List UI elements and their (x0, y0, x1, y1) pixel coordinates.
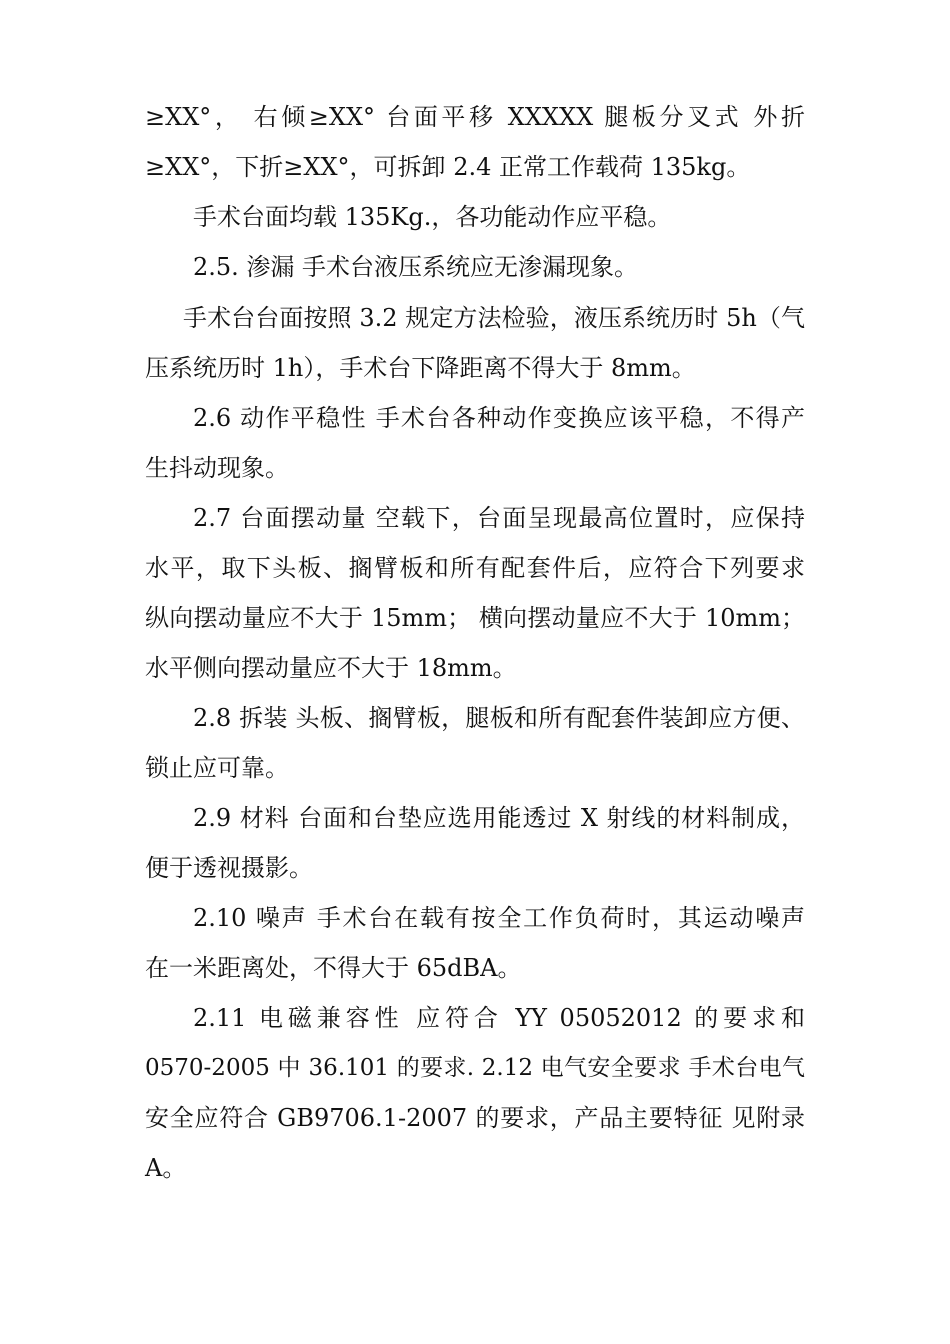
text-line: 2.11 电磁兼容性 应符合 YY 05052012 的要求和 (193, 1004, 805, 1032)
text-line: 2.6 动作平稳性 手术台各种动作变换应该平稳，不得产 (193, 404, 805, 432)
text-line: 水平，取下头板、搁臂板和所有配套件后，应符合下列要求 (145, 554, 805, 582)
text-line: 2.5. 渗漏 手术台液压系统应无渗漏现象。 (193, 253, 639, 281)
text-line: 手术台面均载 135Kg.，各功能动作应平稳。 (193, 203, 672, 231)
text-line: A。 (145, 1154, 187, 1182)
text-line: ≥XX°，下折≥XX°，可拆卸 2.4 正常工作载荷 135kg。 (145, 153, 751, 181)
text-line: 便于透视摄影。 (145, 854, 313, 882)
text-line: 2.7 台面摆动量 空载下，台面呈现最高位置时，应保持 (193, 504, 805, 532)
text-line: 生抖动现象。 (145, 454, 289, 482)
text-line: 2.10 噪声 手术台在载有按全工作负荷时，其运动噪声 (193, 904, 805, 932)
text-line: 安全应符合 GB9706.1-2007 的要求，产品主要特征 见附录 (145, 1104, 805, 1132)
text-line: 手术台台面按照 3.2 规定方法检验，液压系统历时 5h（气 (183, 304, 805, 332)
text-line: 2.8 拆装 头板、搁臂板，腿板和所有配套件装卸应方便、 (193, 704, 805, 732)
text-line: 压系统历时 1h），手术台下降距离不得大于 8mm。 (145, 354, 696, 382)
text-line: 0570-2005 中 36.101 的要求. 2.12 电气安全要求 手术台电气 (145, 1055, 805, 1081)
text-line: 2.9 材料 台面和台垫应选用能透过 X 射线的材料制成， (193, 804, 805, 832)
text-line: 锁止应可靠。 (145, 754, 289, 782)
text-line: 在一米距离处，不得大于 65dBA。 (145, 954, 522, 982)
text-line: 纵向摆动量应不大于 15mm； 横向摆动量应不大于 10mm； (145, 604, 805, 632)
text-line: ≥XX°， 右倾≥XX° 台面平移 XXXXX 腿板分叉式 外折 (145, 103, 805, 131)
text-line: 水平侧向摆动量应不大于 18mm。 (145, 654, 517, 682)
